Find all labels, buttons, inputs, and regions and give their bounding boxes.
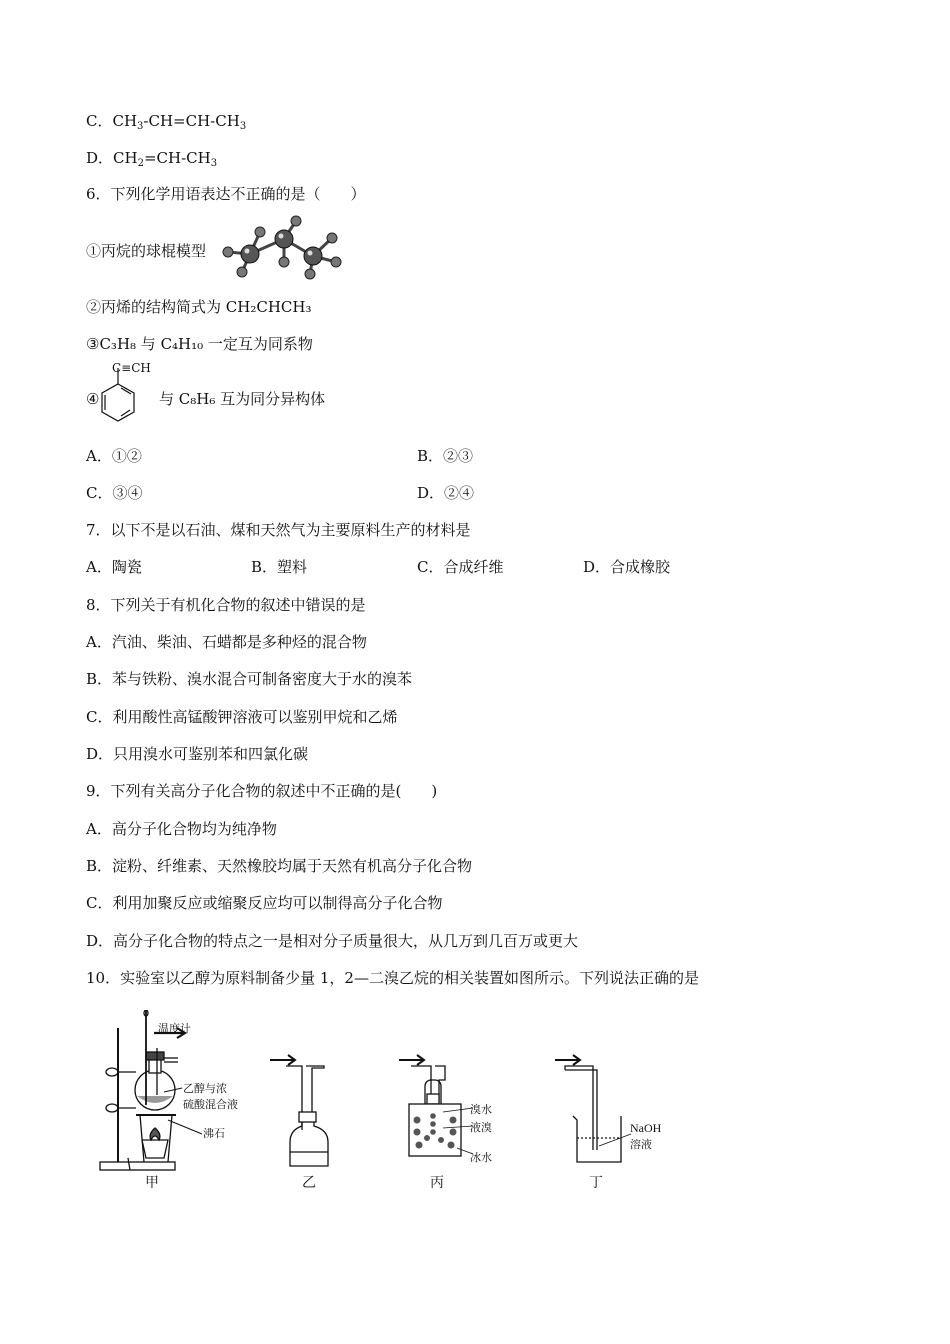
- q6-item-1: ①丙烷的球棍模型: [86, 242, 207, 260]
- q7-option-c: C．合成纤维: [417, 558, 504, 576]
- q8-option-b: B．苯与铁粉、溴水混合可制备密度大于水的溴苯: [86, 670, 413, 688]
- q5-option-c: C．$CH_3-CH=CH-CH_3$: [86, 112, 247, 132]
- q9-option-b: B．淀粉、纤维素、天然橡胶均属于天然有机高分子化合物: [86, 857, 473, 875]
- label-mixture-1: 乙醇与浓: [183, 1082, 227, 1095]
- q6-option-a: A．①②: [86, 447, 142, 465]
- label-naoh-solution: 溶液: [630, 1138, 652, 1151]
- q6-option-d: D．②④: [417, 484, 475, 502]
- q6-option-b: B．②③: [417, 447, 474, 465]
- label-mixture-2: 硫酸混合液: [183, 1098, 238, 1111]
- q7-option-b: B．塑料: [251, 558, 308, 576]
- label-liquid-bromine: 液溴: [470, 1121, 492, 1134]
- q6-item-3: ③C₃H₈ 与 C₄H₁₀ 一定互为同系物: [86, 335, 313, 353]
- q7-option-d: D．合成橡胶: [583, 558, 671, 576]
- alkyne-group-label: C≡CH: [112, 361, 151, 375]
- label-bromine-water: 溴水: [470, 1103, 492, 1116]
- q5-option-d: D．$CH_2=CH-CH_3$: [86, 149, 218, 169]
- apparatus-bing: [395, 1050, 475, 1170]
- q9-stem: 9．下列有关高分子化合物的叙述中不正确的是( ): [86, 782, 438, 800]
- apparatus-yi: [268, 1050, 338, 1170]
- ball-and-stick-model: [218, 212, 348, 282]
- q8-stem: 8．下列关于有机化合物的叙述中错误的是: [86, 596, 366, 614]
- caption-ding: 丁: [589, 1175, 603, 1191]
- q10-stem: 10．实验室以乙醇为原料制备少量 1，2—二溴乙烷的相关装置如图所示。下列说法正确的是: [86, 969, 699, 987]
- caption-bing: 丙: [430, 1175, 444, 1191]
- apparatus-ding: [553, 1050, 633, 1170]
- label-naoh: NaOH: [630, 1121, 662, 1135]
- q8-option-d: D．只用溴水可鉴别苯和四氯化碳: [86, 745, 309, 763]
- q6-stem: 6．下列化学用语表达不正确的是（ ）: [86, 185, 366, 203]
- q6-option-c: C．③④: [86, 484, 143, 502]
- q9-option-d: D．高分子化合物的特点之一是相对分子质量很大，从几万到几百万或更大: [86, 932, 579, 950]
- q7-stem: 7．以下不是以石油、煤和天然气为主要原料生产的材料是: [86, 521, 471, 539]
- caption-yi: 乙: [302, 1175, 316, 1191]
- q6-item-2: ②丙烯的结构简式为 CH₂CHCH₃: [86, 298, 312, 316]
- q7-option-a: A．陶瓷: [86, 558, 142, 576]
- caption-jia: 甲: [145, 1175, 159, 1191]
- q6-item-4-prefix: ④: [86, 390, 100, 408]
- label-boiling-chips: 沸石: [203, 1127, 225, 1140]
- label-ice-water: 冰水: [470, 1151, 492, 1164]
- q6-item-4-text: 与 C₈H₆ 互为同分异构体: [159, 390, 326, 408]
- q9-option-c: C．利用加聚反应或缩聚反应均可以制得高分子化合物: [86, 894, 443, 912]
- q9-option-a: A．高分子化合物均为纯净物: [86, 820, 277, 838]
- q8-option-c: C．利用酸性高锰酸钾溶液可以鉴别甲烷和乙烯: [86, 708, 398, 726]
- q8-option-a: A．汽油、柴油、石蜡都是多种烃的混合物: [86, 633, 367, 651]
- label-thermometer: 温度计: [158, 1022, 191, 1035]
